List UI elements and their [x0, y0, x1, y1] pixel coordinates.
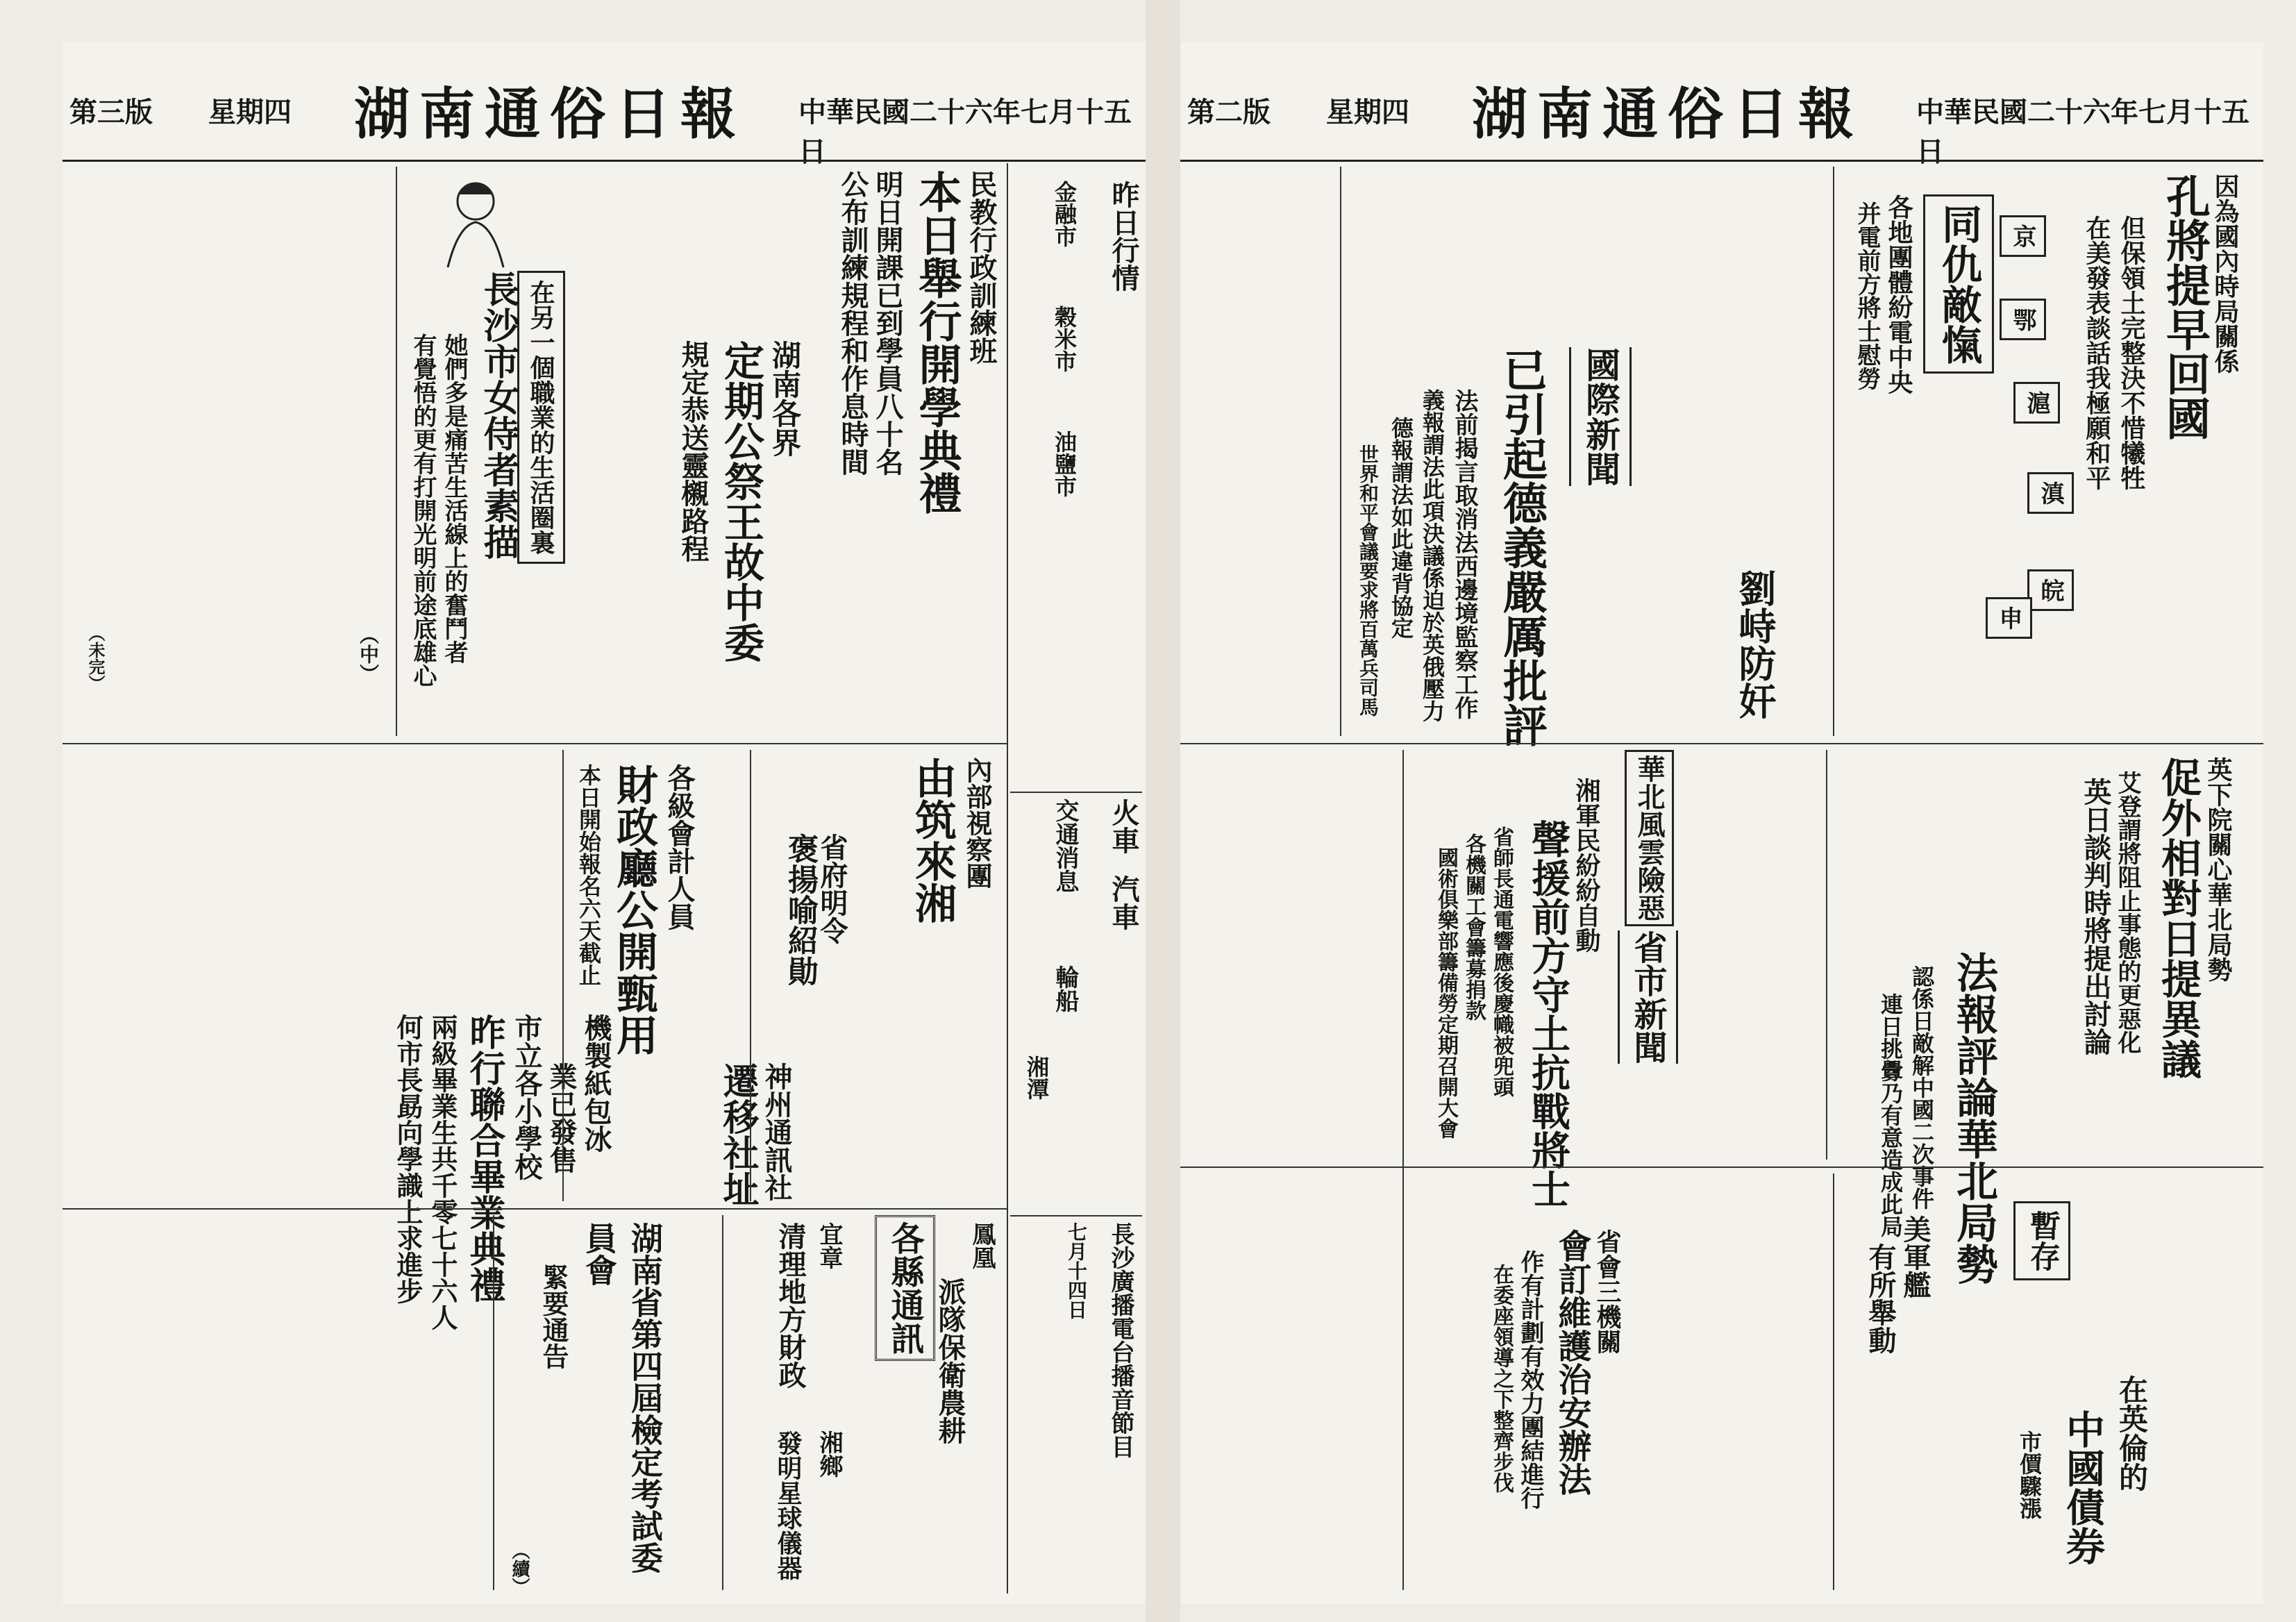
ying-kicker: 英下院關心華北局勢: [2204, 757, 2233, 982]
minjiao-subhead: 明日開課已到學員八十名: [871, 170, 904, 476]
fa-subhead: 認係日敵解中國二次事件: [1909, 965, 1935, 1210]
neibu-kicker: 內部視察團: [962, 757, 993, 889]
weian-subhead: 作有計劃有效力團結進行: [1516, 1250, 1544, 1510]
gongji-headline: 定期公祭王故中委: [717, 340, 764, 662]
intl-subhead-4: 世界和平會議要求將百萬兵司馬: [1357, 444, 1380, 717]
bond-headline: 中國債券: [2060, 1410, 2106, 1565]
page-two: [1180, 42, 2263, 1604]
page-gutter: [1146, 0, 1180, 1622]
wan-tag: 皖: [2027, 569, 2074, 611]
column-subhead: 長沙市女侍者素描: [477, 271, 519, 560]
kong-subhead: 但保領土完整決不惜犧牲: [2117, 215, 2146, 490]
shen-tag: 申: [1986, 597, 2032, 639]
ship-label: 輪船: [1051, 965, 1079, 1012]
ying-subhead-2: 英日談判時將提出討論: [2079, 778, 2112, 1055]
finance-kicker: 各級會計人員: [663, 764, 696, 930]
fa-subhead-2: 連日挑釁乃有意造成此局: [1877, 993, 1904, 1237]
fenghuang-place: 鳳凰: [968, 1222, 996, 1269]
ying-headline: 促外相對日提異議: [2154, 757, 2202, 1079]
bus-label: 汽車: [1107, 875, 1140, 930]
paper-name: 湖南通俗日報: [1472, 81, 1863, 147]
liu-headline: 劉峙防奸: [1733, 569, 1777, 719]
school-kicker: 市立各小學校: [510, 1014, 543, 1180]
xiang-headline: 聲援前方守土抗戰將士: [1525, 819, 1571, 1208]
minjiao-headline: 本日舉行開學典禮: [912, 170, 962, 515]
column-end: （未完）: [85, 625, 106, 692]
shenzhou-headline: 遷移社址: [717, 1062, 759, 1207]
xiang-subhead-2: 各機關工會籌募捐款: [1461, 833, 1486, 1021]
weekday: 星期四: [1326, 96, 1409, 128]
issue-date: 中華民國二十六年七月十五日: [1916, 96, 2249, 168]
intl-subhead: 法前揭言取消法西邊境監察工作: [1450, 389, 1478, 719]
page-label: 第二版: [1187, 96, 1271, 128]
exam-committee-headline: 湖南省第四屆檢定考試委員會: [580, 1222, 664, 1573]
warship-subhead: 有所舉動: [1864, 1243, 1897, 1354]
page-three: [62, 42, 1146, 1604]
xiang-subhead: 省師長通電響應後慶幟被兜頭: [1489, 826, 1514, 1097]
school-subhead-2: 何市長勗向學識上求進步: [392, 1014, 424, 1304]
exam-notice-end: （續）: [509, 1541, 530, 1596]
intl-headline: 已引起德義嚴厲批評: [1495, 347, 1548, 747]
kong-subhead-2: 在美發表談話我極願和平: [2082, 215, 2111, 490]
xiangtan-label: 湘潭: [1023, 1055, 1050, 1100]
masthead: [62, 69, 1146, 174]
xiangxiang-place: 湘鄉: [815, 1430, 843, 1478]
finance-headline: 財政廳公開甄用: [610, 764, 658, 1055]
chouxian-subhead-2: 并電前方將士慰勞: [1853, 201, 1881, 390]
weekday: 星期四: [208, 96, 292, 128]
bond-kicker: 在英倫的: [2115, 1375, 2149, 1491]
xiang-kicker: 湘軍民紛紛自動: [1572, 778, 1601, 953]
kong-kicker: 因為國內時局關係: [2211, 174, 2240, 374]
e-tag: 鄂: [2000, 299, 2046, 340]
paper-name: 湖南通俗日報: [354, 81, 746, 147]
fa-headline: 法報評論華北局勢: [1950, 951, 1998, 1285]
hu-tag: 滬: [2013, 382, 2060, 424]
yizhang-place: 宜章: [815, 1222, 843, 1269]
illustration-figure: [430, 174, 521, 271]
school-headline: 昨行聯合畢業典禮: [463, 1014, 505, 1303]
neibu-headline: 由筑來湘: [908, 757, 957, 923]
market-title: 昨日行情: [1107, 181, 1140, 292]
provincial-news-banner: 省市新聞: [1618, 930, 1678, 1064]
broadcast-title: 長沙廣播電台播音節目: [1107, 1222, 1134, 1458]
ice-paper-headline: 機製紙包冰: [580, 1014, 612, 1153]
broadcast-date: 七月十四日: [1065, 1222, 1088, 1319]
weian-headline: 會訂維護治安辦法: [1552, 1229, 1591, 1496]
issue-date: 中華民國二十六年七月十五日: [798, 96, 1132, 168]
finance-subhead: 本日開始報名六天截止: [576, 764, 602, 986]
xiangxiang-headline: 發明星球儀器: [773, 1430, 803, 1580]
jing-tag: 京: [2000, 215, 2046, 257]
intl-news-banner: 國際新聞: [1569, 347, 1632, 486]
warship-headline: 美軍艦: [1899, 1215, 1932, 1298]
xiang-subhead-3: 國術俱樂部籌備勞定期召開大會: [1434, 847, 1458, 1139]
grain-market-label: 穀米市: [1051, 306, 1078, 372]
column-subhead-2: 她們多是痛苦生活線上的奮鬥者: [440, 333, 468, 664]
commend-headline: 褒揚喻紹勛: [782, 833, 818, 986]
page-label: 第三版: [69, 96, 153, 128]
sanjiguan-kicker: 省會三機關: [1593, 1229, 1622, 1354]
yizhang-headline: 清理地方財政: [774, 1222, 807, 1389]
column-subhead-3: 有覺悟的更有打開光明前途底雄心: [409, 333, 437, 687]
column-part: （中）: [357, 625, 380, 683]
oil-salt-market-label: 油鹽市: [1051, 430, 1078, 497]
minjiao-subhead-2: 公布訓練規程和作息時間: [837, 170, 869, 476]
school-subhead: 兩級畢業生共千零七十六人: [427, 1014, 458, 1330]
dian-tag: 滇: [2027, 472, 2074, 514]
county-news-banner: 各縣通訊: [875, 1215, 935, 1361]
gongji-subhead: 規定恭送靈櫬路程: [677, 340, 710, 562]
train-label: 火車: [1107, 799, 1140, 854]
weian-subhead-2: 在委座領導之下整齊步伐: [1489, 1264, 1514, 1493]
zancun-box: 暫存: [2013, 1201, 2070, 1280]
masthead: [1180, 69, 2263, 174]
ying-subhead: 艾登謂將阻止事態的更惡化: [2113, 771, 2141, 1054]
fenghuang-headline: 派隊保衛農耕: [934, 1278, 966, 1444]
finance-market-label: 金融市: [1051, 181, 1078, 247]
column-headline: 在另一個職業的生活圈裏: [517, 271, 565, 564]
column-body: [76, 174, 354, 715]
shenzhou-kicker: 神州通訊社: [760, 1062, 793, 1201]
kong-headline: 孔將提早回國: [2159, 174, 2211, 440]
north-china-banner: 華北風雲險惡: [1625, 750, 1674, 926]
chouxian-headline: 同仇敵愾: [1923, 194, 1994, 374]
transport-news-label: 交通消息: [1051, 799, 1079, 893]
intl-subhead-2: 義報謂法此項決議係迫於英俄壓力: [1419, 389, 1446, 722]
intl-subhead-3: 德報謂法如此違背協定: [1388, 417, 1414, 639]
gongji-kicker: 湖南各界: [768, 340, 802, 457]
ice-paper-subhead: 業已發售: [545, 1062, 578, 1173]
minjiao-kicker: 民教行政訓練班: [965, 170, 998, 365]
exam-notice: 緊要通告: [538, 1264, 569, 1369]
commend-kicker: 省府明令: [816, 833, 848, 944]
bond-subhead: 市價驟漲: [2016, 1430, 2043, 1519]
chouxian-subhead: 各地團體紛電中央: [1884, 194, 1913, 394]
